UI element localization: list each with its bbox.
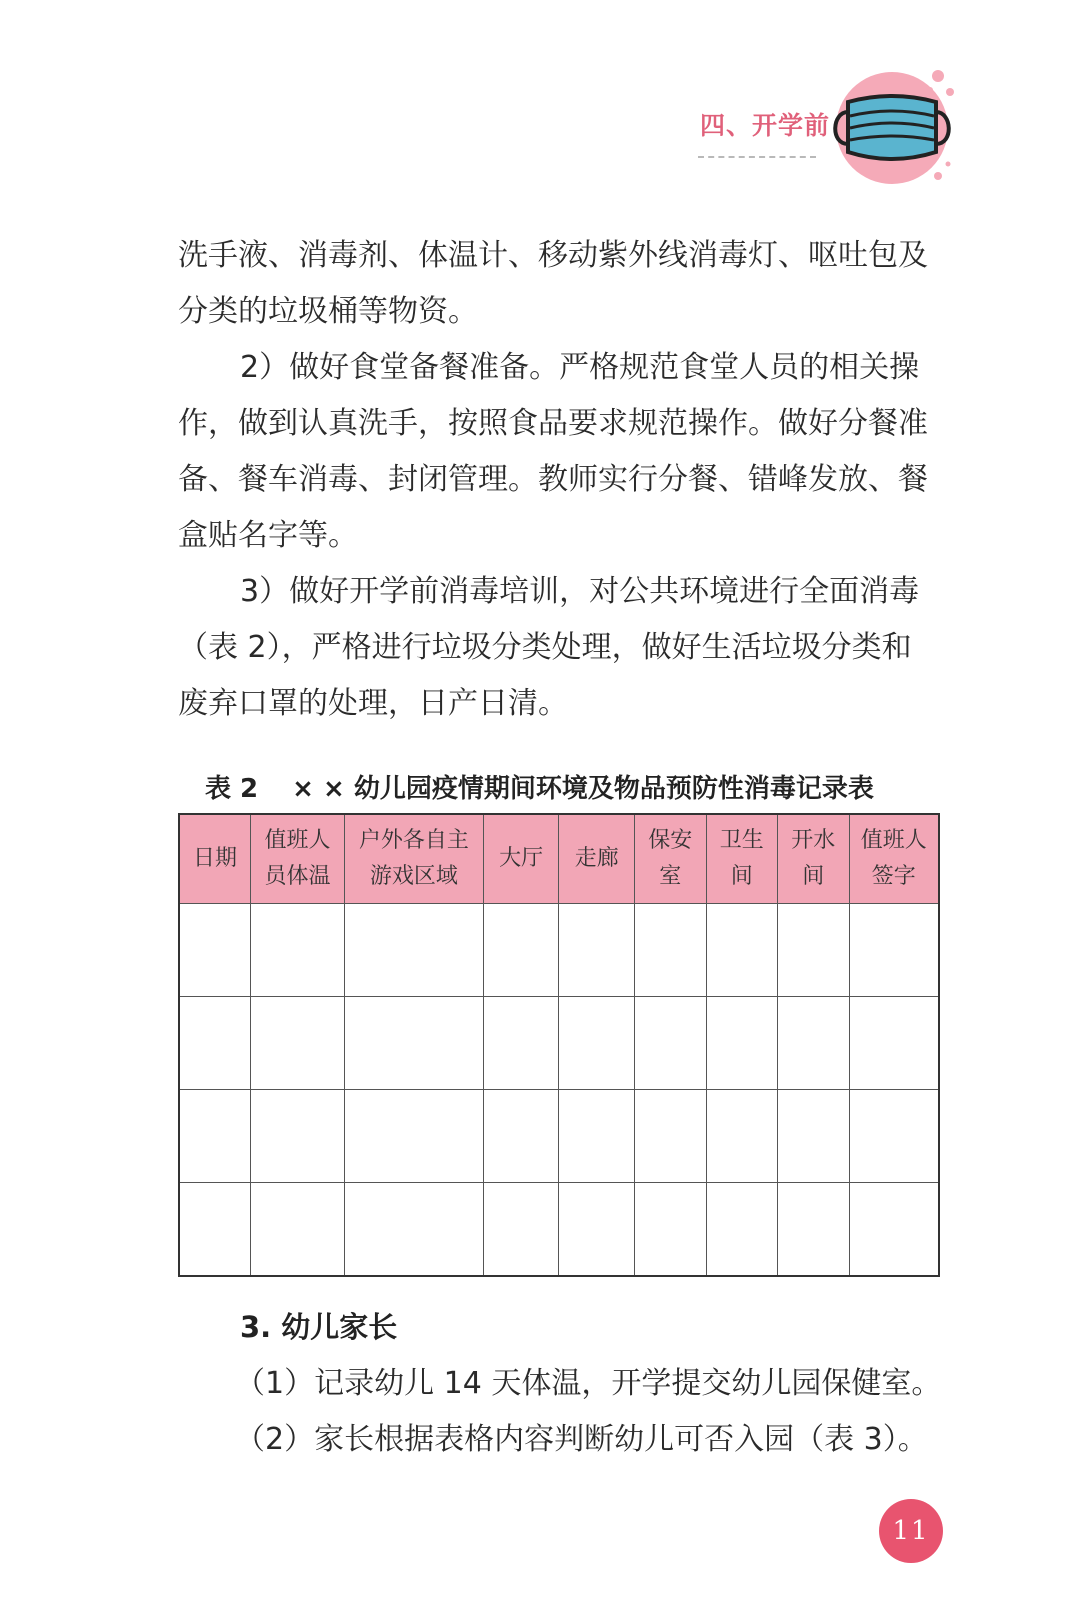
header-cell-text: 走廊 bbox=[574, 846, 619, 871]
table-row bbox=[179, 1090, 939, 1183]
table-cell-empty[interactable] bbox=[706, 1090, 778, 1183]
table-body bbox=[179, 904, 939, 1277]
table-cell-empty[interactable] bbox=[251, 997, 345, 1090]
table-cell-empty[interactable] bbox=[849, 1183, 939, 1277]
table-cell-empty[interactable] bbox=[179, 904, 251, 997]
table-cell-empty[interactable] bbox=[251, 904, 345, 997]
table-cell-empty[interactable] bbox=[483, 1183, 559, 1277]
parent-task-list bbox=[235, 1356, 955, 1468]
header-cell-text: 游戏区域 bbox=[369, 864, 458, 889]
table-caption-number: 表 2 bbox=[205, 774, 259, 804]
table-cell-empty[interactable] bbox=[483, 1090, 559, 1183]
header-cell-text: 保安 bbox=[648, 828, 693, 853]
table-cell-empty[interactable] bbox=[344, 1183, 483, 1277]
paragraph-supplies: 洗手液、消毒剂、体温计、移动紫外线消毒灯、呕吐包及分类的垃圾桶等物资。 bbox=[178, 238, 928, 329]
table-row bbox=[179, 1183, 939, 1277]
table-header-row bbox=[179, 814, 939, 904]
header-cell-text: 值班人 bbox=[264, 828, 331, 853]
table-cell-empty[interactable] bbox=[559, 904, 635, 997]
table-header-cell bbox=[635, 814, 707, 904]
table-header-cell bbox=[251, 814, 345, 904]
list-item: （2）家长根据表格内容判断幼儿可否入园（表 3）。 bbox=[235, 1422, 928, 1457]
table-header-cell bbox=[179, 814, 251, 904]
header-cell-text: 签字 bbox=[871, 864, 916, 889]
table-cell-empty[interactable] bbox=[344, 1090, 483, 1183]
table-cell-empty[interactable] bbox=[635, 1090, 707, 1183]
table-cell-empty[interactable] bbox=[706, 904, 778, 997]
table-cell-empty[interactable] bbox=[483, 997, 559, 1090]
face-mask-icon bbox=[826, 60, 956, 190]
paragraph-disinfection: 3）做好开学前消毒培训，对公共环境进行全面消毒（表 2），严格进行垃圾分类处理，做好生活垃圾分类和废弃口罩的处理，日产日清。 bbox=[178, 574, 920, 721]
table-caption-title: × × 幼儿园疫情期间环境及物品预防性消毒记录表 bbox=[292, 774, 874, 804]
table-cell-empty[interactable] bbox=[559, 1090, 635, 1183]
table-caption bbox=[205, 768, 874, 805]
table-cell-empty[interactable] bbox=[179, 1090, 251, 1183]
header-cell-text: 开水 bbox=[791, 828, 836, 853]
section-title-parents: 3. 幼儿家长 bbox=[240, 1310, 398, 1344]
list-item: （1）记录幼儿 14 天体温，开学提交幼儿园保健室。 bbox=[235, 1366, 942, 1401]
table-cell-empty[interactable] bbox=[251, 1183, 345, 1277]
table-cell-empty[interactable] bbox=[559, 997, 635, 1090]
header-cell-text: 日期 bbox=[192, 846, 237, 871]
table-cell-empty[interactable] bbox=[635, 1183, 707, 1277]
table-cell-empty[interactable] bbox=[179, 1183, 251, 1277]
page-number-badge: 11 bbox=[879, 1499, 943, 1563]
header-cell-text: 员体温 bbox=[264, 864, 331, 889]
table-header-cell bbox=[778, 814, 850, 904]
table-row bbox=[179, 997, 939, 1090]
table-cell-empty[interactable] bbox=[706, 997, 778, 1090]
disinfection-record-table bbox=[178, 813, 940, 1277]
header-cell-text: 室 bbox=[659, 864, 682, 889]
table-row bbox=[179, 904, 939, 997]
header-cell-text: 卫生 bbox=[719, 828, 764, 853]
header-cell-text: 间 bbox=[730, 864, 753, 889]
table-cell-empty[interactable] bbox=[251, 1090, 345, 1183]
table-cell-empty[interactable] bbox=[778, 1090, 850, 1183]
table-cell-empty[interactable] bbox=[849, 904, 939, 997]
table-cell-empty[interactable] bbox=[344, 904, 483, 997]
table-cell-empty[interactable] bbox=[849, 1090, 939, 1183]
paragraph-canteen: 2）做好食堂备餐准备。严格规范食堂人员的相关操作，做到认真洗手，按照食品要求规范操作。做好分餐准备、餐车消毒、封闭管理。教师实行分餐、错峰发放、餐盒贴名字等。 bbox=[178, 350, 928, 553]
table-header-cell bbox=[559, 814, 635, 904]
table-cell-empty[interactable] bbox=[706, 1183, 778, 1277]
header-cell-text: 值班人 bbox=[860, 828, 927, 853]
table-cell-empty[interactable] bbox=[778, 997, 850, 1090]
header-section-title: 四、开学前 bbox=[700, 111, 831, 140]
table-cell-empty[interactable] bbox=[635, 997, 707, 1090]
table-cell-empty[interactable] bbox=[635, 904, 707, 997]
table-cell-empty[interactable] bbox=[344, 997, 483, 1090]
table-cell-empty[interactable] bbox=[778, 904, 850, 997]
table-cell-empty[interactable] bbox=[559, 1183, 635, 1277]
header-cell-text: 户外各自主 bbox=[358, 828, 469, 853]
table-cell-empty[interactable] bbox=[849, 997, 939, 1090]
header-cell-text: 大厅 bbox=[499, 846, 544, 871]
table-header-cell bbox=[849, 814, 939, 904]
header-dashed-rule bbox=[698, 156, 816, 158]
table-cell-empty[interactable] bbox=[483, 904, 559, 997]
table-cell-empty[interactable] bbox=[179, 997, 251, 1090]
table-header-cell bbox=[483, 814, 559, 904]
table-cell-empty[interactable] bbox=[778, 1183, 850, 1277]
header-cell-text: 间 bbox=[802, 864, 825, 889]
table-header-cell bbox=[344, 814, 483, 904]
table-header-cell bbox=[706, 814, 778, 904]
